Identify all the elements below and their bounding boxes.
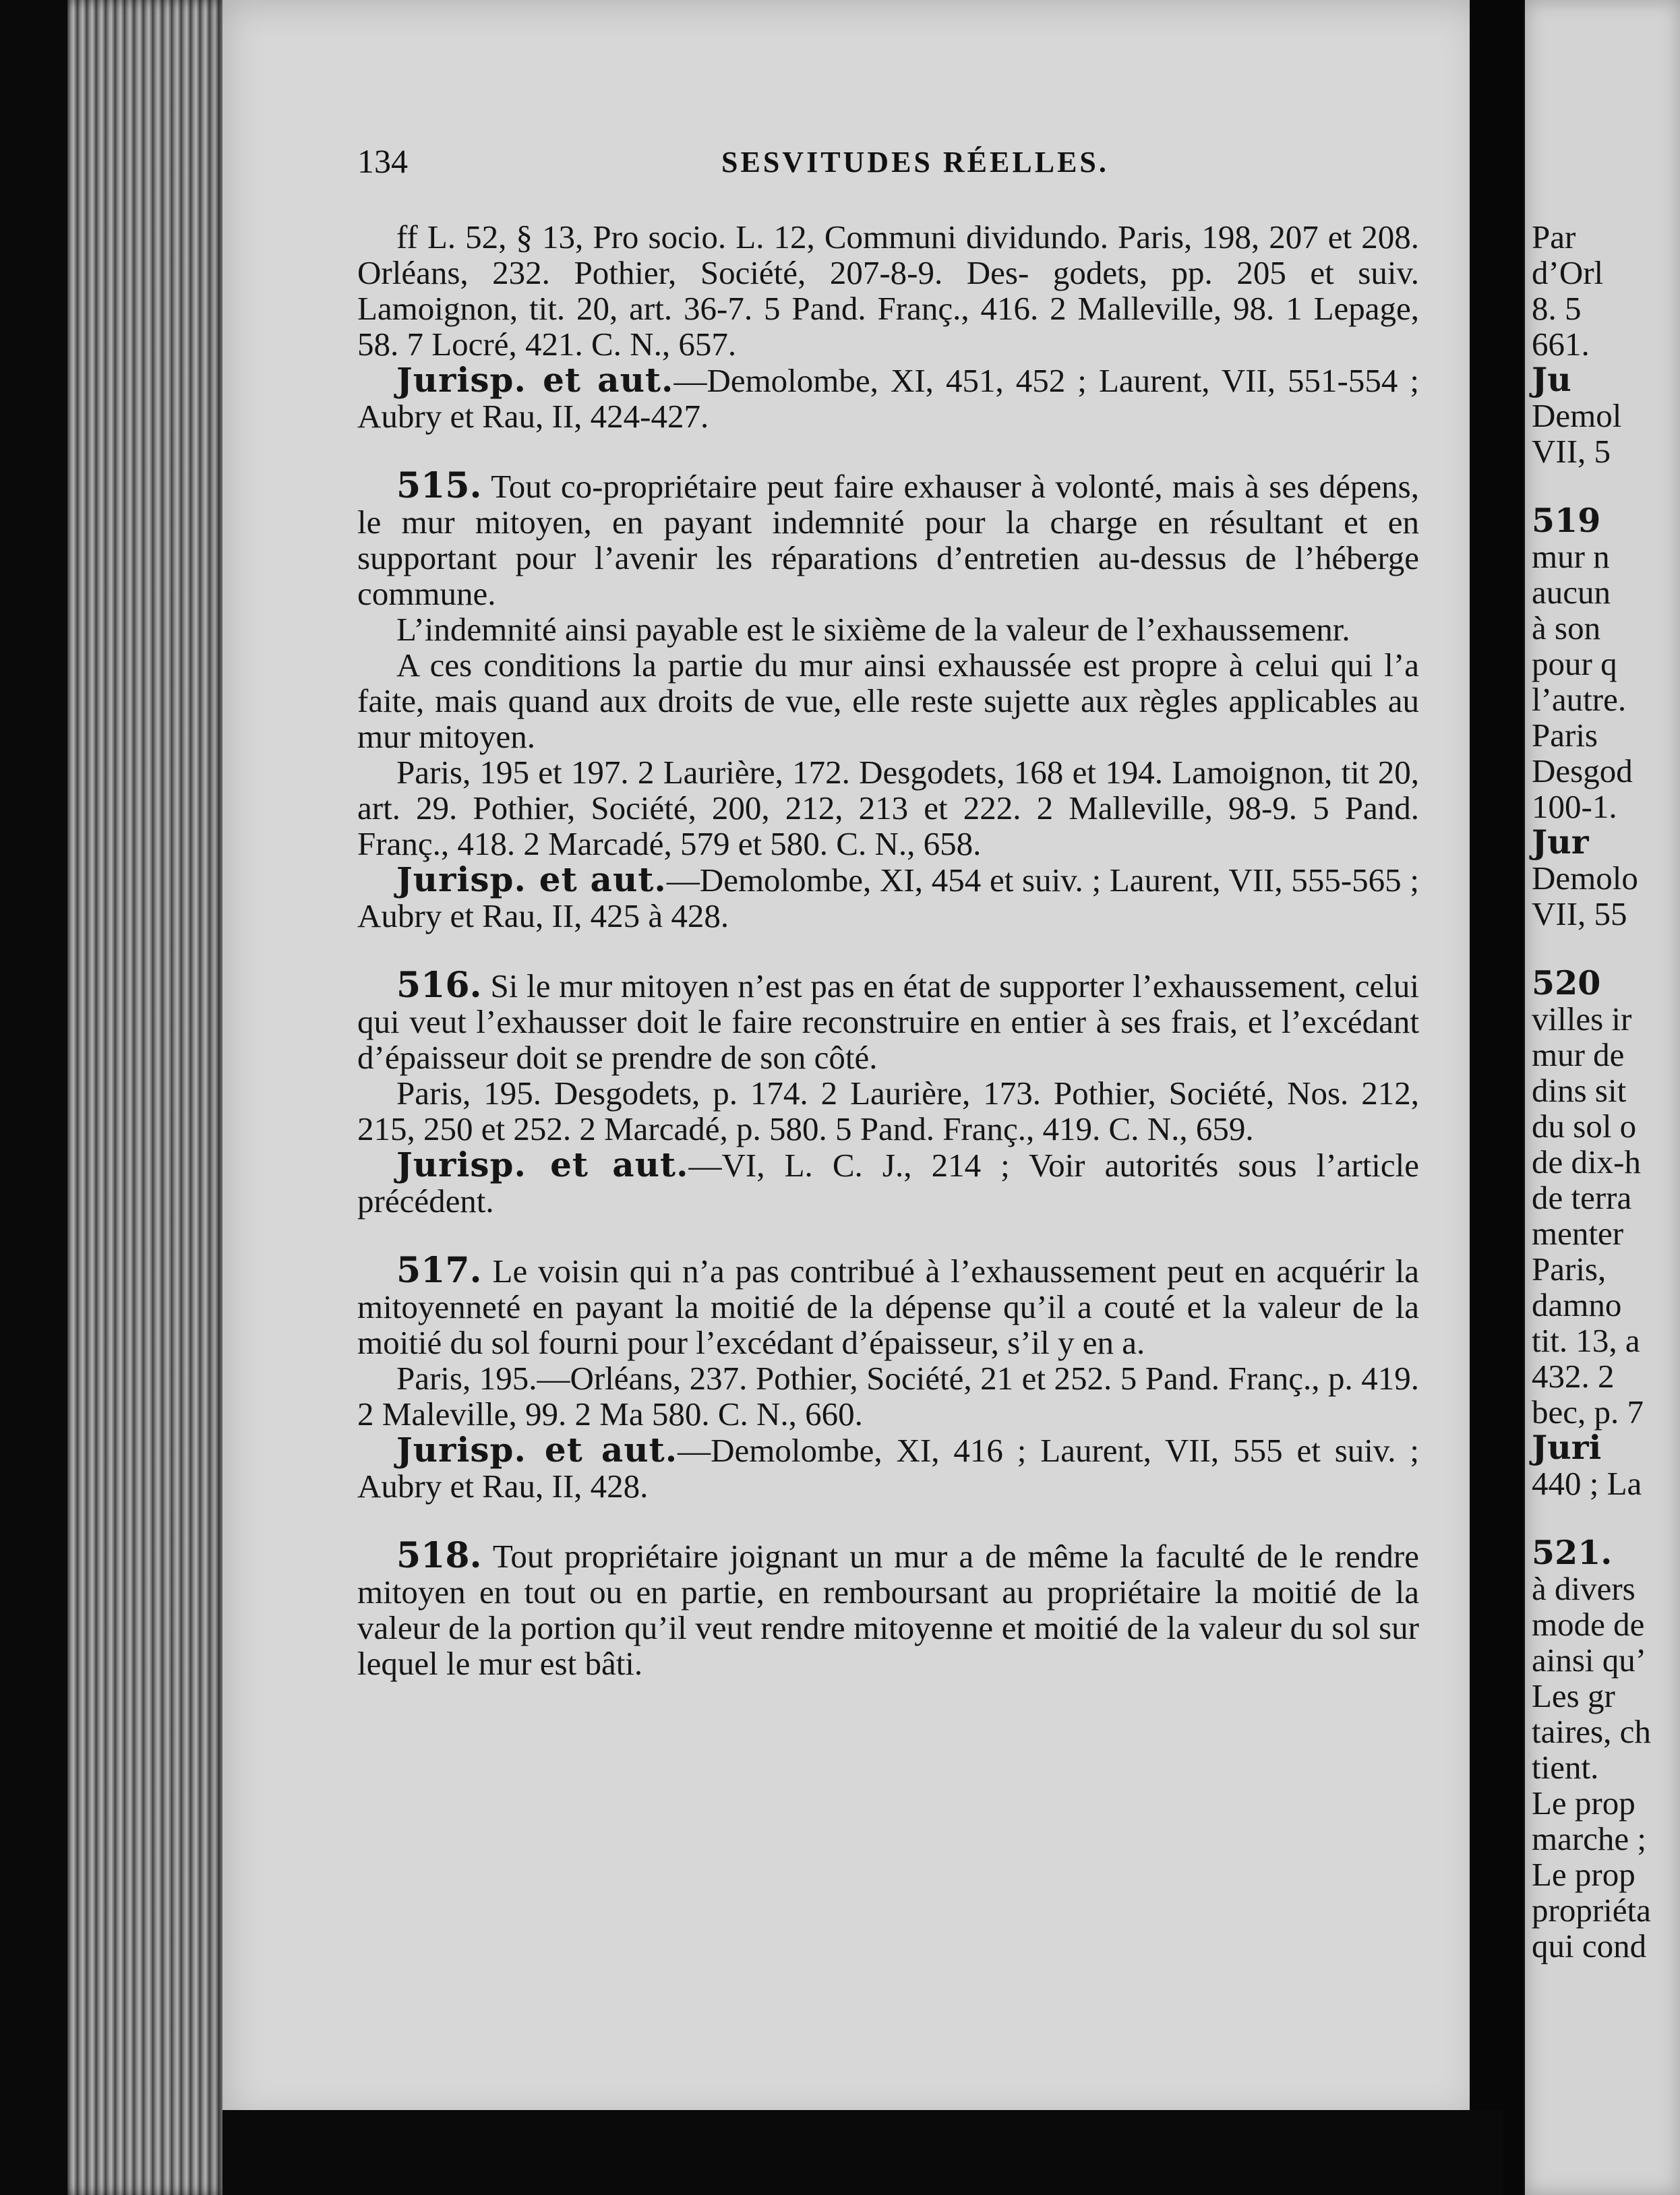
left-page-text xyxy=(357,219,1419,1681)
jurisprudence-note xyxy=(357,862,1419,934)
intro-line: ff L. 52, § 13, Pro socio. L. 12, Communi dividundo. Paris, xyxy=(396,218,1193,255)
right-page-line: 519 xyxy=(1532,501,1601,540)
article-number: 515. xyxy=(396,465,482,506)
right-page-line: 100-1. xyxy=(1532,788,1617,825)
right-page-line: de terra xyxy=(1532,1179,1632,1216)
right-page-line: taires, ch xyxy=(1532,1713,1651,1750)
right-page-line: Les gr xyxy=(1532,1677,1615,1714)
article-515 xyxy=(357,465,1419,612)
jurisprudence-note xyxy=(357,1147,1419,1219)
right-page-fragments xyxy=(1532,219,1680,1964)
page-number: 134 xyxy=(357,142,408,180)
right-page-line: tit. 13, a xyxy=(1532,1322,1640,1359)
right-page-line: Ju xyxy=(1532,360,1571,399)
jurisprudence-label: Jurisp. et aut. xyxy=(396,860,667,899)
right-page-line: d’Orl xyxy=(1532,254,1604,291)
right-page-line: 432. 2 xyxy=(1532,1358,1615,1395)
jurisprudence-text: —Demolombe, XI, 451, 452 ; Laurent, VII, 551-554 ; Aubry et Rau, II, 424-427. xyxy=(357,362,1420,435)
intro-line: 198, 207 et 208. Orléans, 232. Pothier, Société, 207-8-9. Des- xyxy=(357,218,1419,291)
article-references: Paris, 195. Desgodets, p. 174. 2 Laurière, 173. Pothier, Société, Nos. 212, 215, 250 et 252. 2 Marcadé, p. 580. 5 Pand. Franç., 419. C. N., 659. xyxy=(357,1075,1419,1147)
intro-line: godets, pp. 205 et suiv. Lamoignon, tit. 20, art. 36-7. 5 Pand. xyxy=(357,254,1420,327)
running-header xyxy=(357,142,1416,182)
article-number: 516. xyxy=(396,965,482,1006)
jurisprudence-text: —VI, L. C. J., 214 ; Voir autorités sous l’article précédent. xyxy=(357,1147,1419,1220)
right-page-line: ainsi qu’ xyxy=(1532,1642,1647,1679)
right-page-line: Demolo xyxy=(1532,860,1638,897)
jurisprudence-label: Jurisp. et aut. xyxy=(396,1430,678,1470)
right-page-line: à son xyxy=(1532,609,1601,647)
right-page-gap xyxy=(1532,932,1680,965)
jurisprudence-label: Jurisp. et aut. xyxy=(396,1145,689,1184)
right-page-line: mur n xyxy=(1532,538,1610,575)
running-title: SESVITUDES RÉELLES. xyxy=(721,146,1109,179)
right-page-line: de dix-h xyxy=(1532,1143,1641,1180)
intro-line: N., 657. xyxy=(630,326,737,363)
right-page-gap xyxy=(1532,469,1680,503)
right-page-line: l’autre. xyxy=(1532,681,1627,718)
right-page-line: propriéta xyxy=(1532,1892,1651,1929)
right-page-line: bec, p. 7 xyxy=(1532,1393,1644,1431)
article-paragraph: L’indemnité ainsi payable est le sixième de la valeur de l’exhaussemenr. xyxy=(396,611,1350,648)
right-page-line: Demol xyxy=(1532,397,1622,434)
article-text: Si le mur mitoyen n’est pas en état de supporter l’exhaussement, celui qui veut l’exhausser doit le faire reconstruire en entier à ses frais, et l’excédant d’épaisseur doit se prendre de son côté. xyxy=(357,967,1419,1076)
article-paragraph: A ces conditions la partie du mur ainsi exhaussée est propre à celui qui l’a faite, mais quand aux droits de vue, elle reste sujette aux règles applicables au mur mitoyen. xyxy=(357,647,1419,755)
right-page-line: 8. 5 xyxy=(1532,290,1582,327)
right-page-line: 521. xyxy=(1532,1533,1613,1572)
article-text: Tout co-propriétaire peut faire exhauser à volonté, mais à ses dépens, le mur mitoyen, en payant indemnité pour la charge en résultant et en supportant pour l’avenir les réparations d’entretien au-dessus de l’héberge commune. xyxy=(357,468,1419,612)
intro-references xyxy=(357,219,1419,362)
scan-border-bottom xyxy=(222,2110,1503,2195)
jurisprudence-note xyxy=(357,362,1419,434)
right-page-line: VII, 55 xyxy=(1532,895,1627,932)
right-page-line: tient. xyxy=(1532,1749,1599,1786)
article-references: Paris, 195.—Orléans, 237. Pothier, Société, 21 et 252. 5 Pand. Franç., p. 419. 2 Maleville, 99. 2 Ma 580. C. N., 660. xyxy=(357,1360,1419,1433)
article-references: Paris, 195 et 197. 2 Laurière, 172. Desgodets, 168 et 194. Lamoignon, tit 20, art. 29. Pothier, Société, 200, 212, 213 et 222. 2 Malleville, 98-9. 5 Pand. Franç., 418. 2 Marcadé, 579 et 580. C. N., 658. xyxy=(357,754,1419,862)
jurisprudence-label: Jurisp. et aut. xyxy=(396,360,674,400)
intro-line: Franç., 416. 2 Malleville, 98. 1 Lepage, 58. 7 Locré, 421. C. xyxy=(357,290,1419,363)
right-page-line: pour q xyxy=(1532,645,1617,682)
right-page-line: 440 ; La xyxy=(1532,1465,1642,1502)
jurisprudence-text: —Demolombe, XI, 416 ; Laurent, VII, 555 et suiv. ; Aubry et Rau, II, 428. xyxy=(357,1432,1419,1505)
book-page-edges xyxy=(67,0,229,2195)
right-page-line: dins sit xyxy=(1532,1072,1627,1109)
right-page-line: qui cond xyxy=(1532,1927,1647,1964)
right-page-line: Paris, xyxy=(1532,1251,1607,1288)
right-page-line: Par xyxy=(1532,218,1576,255)
right-page-line: mur de xyxy=(1532,1036,1625,1073)
article-518 xyxy=(357,1535,1419,1682)
article-517 xyxy=(357,1250,1419,1361)
right-page-line: Le prop xyxy=(1532,1856,1636,1893)
right-page-line: 661. xyxy=(1532,326,1590,363)
article-number: 517. xyxy=(396,1250,482,1291)
right-page-line: Paris xyxy=(1532,717,1598,754)
right-page-line: 520 xyxy=(1532,963,1601,1002)
right-page-line: Jur xyxy=(1532,822,1589,862)
right-page-line: aucun xyxy=(1532,574,1611,611)
article-text: Le voisin qui n’a pas contribué à l’exhaussement peut en acquérir la mitoyenneté en payant la moitié de la dépense qu’il a couté et la valeur de la moitié du sol fourni pour l’excédant d’épaisseur, s’il y en a. xyxy=(357,1253,1419,1361)
jurisprudence-note xyxy=(357,1432,1419,1504)
right-page-line: VII, 5 xyxy=(1532,433,1611,470)
right-page-gap xyxy=(1532,1501,1680,1535)
right-page-line: marche ; xyxy=(1532,1820,1647,1857)
right-page-line: Desgod xyxy=(1532,752,1633,789)
right-page-line: à divers xyxy=(1532,1570,1636,1607)
article-number: 518. xyxy=(396,1535,482,1576)
right-page-line: damno xyxy=(1532,1286,1622,1323)
article-516 xyxy=(357,967,1419,1075)
right-page-line: villes ir xyxy=(1532,1000,1632,1038)
right-page-line: Le prop xyxy=(1532,1784,1636,1822)
right-page-line: Juri xyxy=(1532,1428,1602,1467)
article-text: Tout propriétaire joignant un mur a de même la faculté de le rendre mitoyen en tout ou en partie, en remboursant au propriétaire la moitié de la valeur de la portion qu’il veut rendre mitoyenne et moitié de la valeur du sol sur lequel le mur est bâti. xyxy=(357,1538,1419,1682)
right-page-line: menter xyxy=(1532,1215,1624,1252)
jurisprudence-text: —Demolombe, XI, 454 et suiv. ; Laurent, VII, 555-565 ; Aubry et Rau, II, 425 à 428. xyxy=(357,862,1419,934)
book-gutter xyxy=(1470,0,1524,2195)
right-page-line: mode de xyxy=(1532,1606,1645,1643)
right-page-line: du sol o xyxy=(1532,1108,1637,1145)
scan-border-left xyxy=(0,0,74,2195)
